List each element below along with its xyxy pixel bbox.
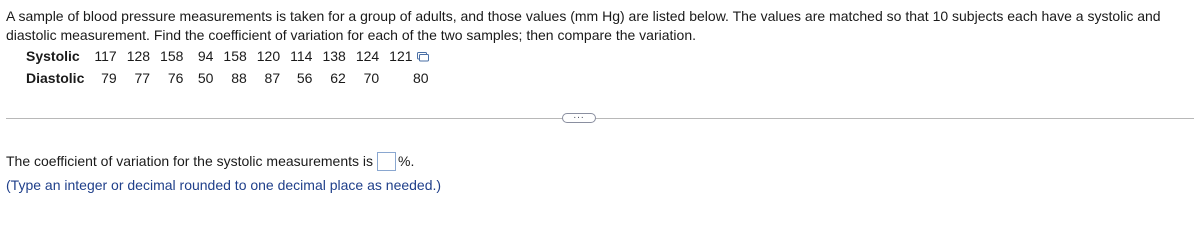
table-cell: 117: [94, 48, 117, 64]
answer-prompt: The coefficient of variation for the systolic measurements is: [6, 153, 374, 169]
table-cell: 158: [160, 48, 184, 64]
table-cell: 77: [134, 70, 151, 86]
table-cell: 87: [264, 70, 281, 86]
table-row-systolic: [22, 45, 429, 67]
answer-suffix: %.: [398, 153, 415, 169]
table-cell: 79: [101, 70, 117, 86]
answer-hint: (Type an integer or decimal rounded to one decimal place as needed.): [6, 177, 442, 193]
table-cell: [389, 45, 428, 67]
copy-data-icon[interactable]: [417, 49, 429, 59]
table-cell: 138: [322, 48, 346, 64]
table-cell: 56: [296, 70, 313, 86]
more-options-button[interactable]: [562, 110, 596, 123]
table-cell: 62: [330, 70, 346, 86]
table-cell: 128: [126, 48, 151, 64]
section-divider: [6, 118, 1194, 119]
table-cell-value: 121: [389, 48, 413, 64]
cv-answer-input[interactable]: [377, 152, 396, 171]
table-cell: 50: [197, 70, 214, 86]
row-label-systolic: Systolic: [26, 48, 80, 64]
table-row-diastolic: [22, 67, 429, 89]
table-cell: 158: [223, 48, 247, 64]
table-cell: 120: [256, 48, 281, 64]
table-cell: 88: [231, 70, 247, 86]
answer-line: [6, 152, 414, 171]
ellipsis-icon: ...: [573, 110, 585, 121]
table-cell: 80: [412, 70, 429, 86]
table-cell: 94: [197, 48, 214, 64]
row-label-diastolic: Diastolic: [26, 70, 85, 86]
table-cell: 124: [355, 48, 380, 64]
table-cell: 114: [290, 48, 313, 64]
table-cell: 70: [363, 70, 380, 86]
question-text: A sample of blood pressure measurements is taken for a group of adults, and those values (mm Hg) are listed below. The values are matched so that 10 subjects each have a systolic and diastolic measurement. Find the coefficient of variation for each of the two samples; then compare the variation.: [6, 8, 1161, 43]
table-cell: 76: [167, 70, 184, 86]
blood-pressure-table: [22, 45, 429, 89]
